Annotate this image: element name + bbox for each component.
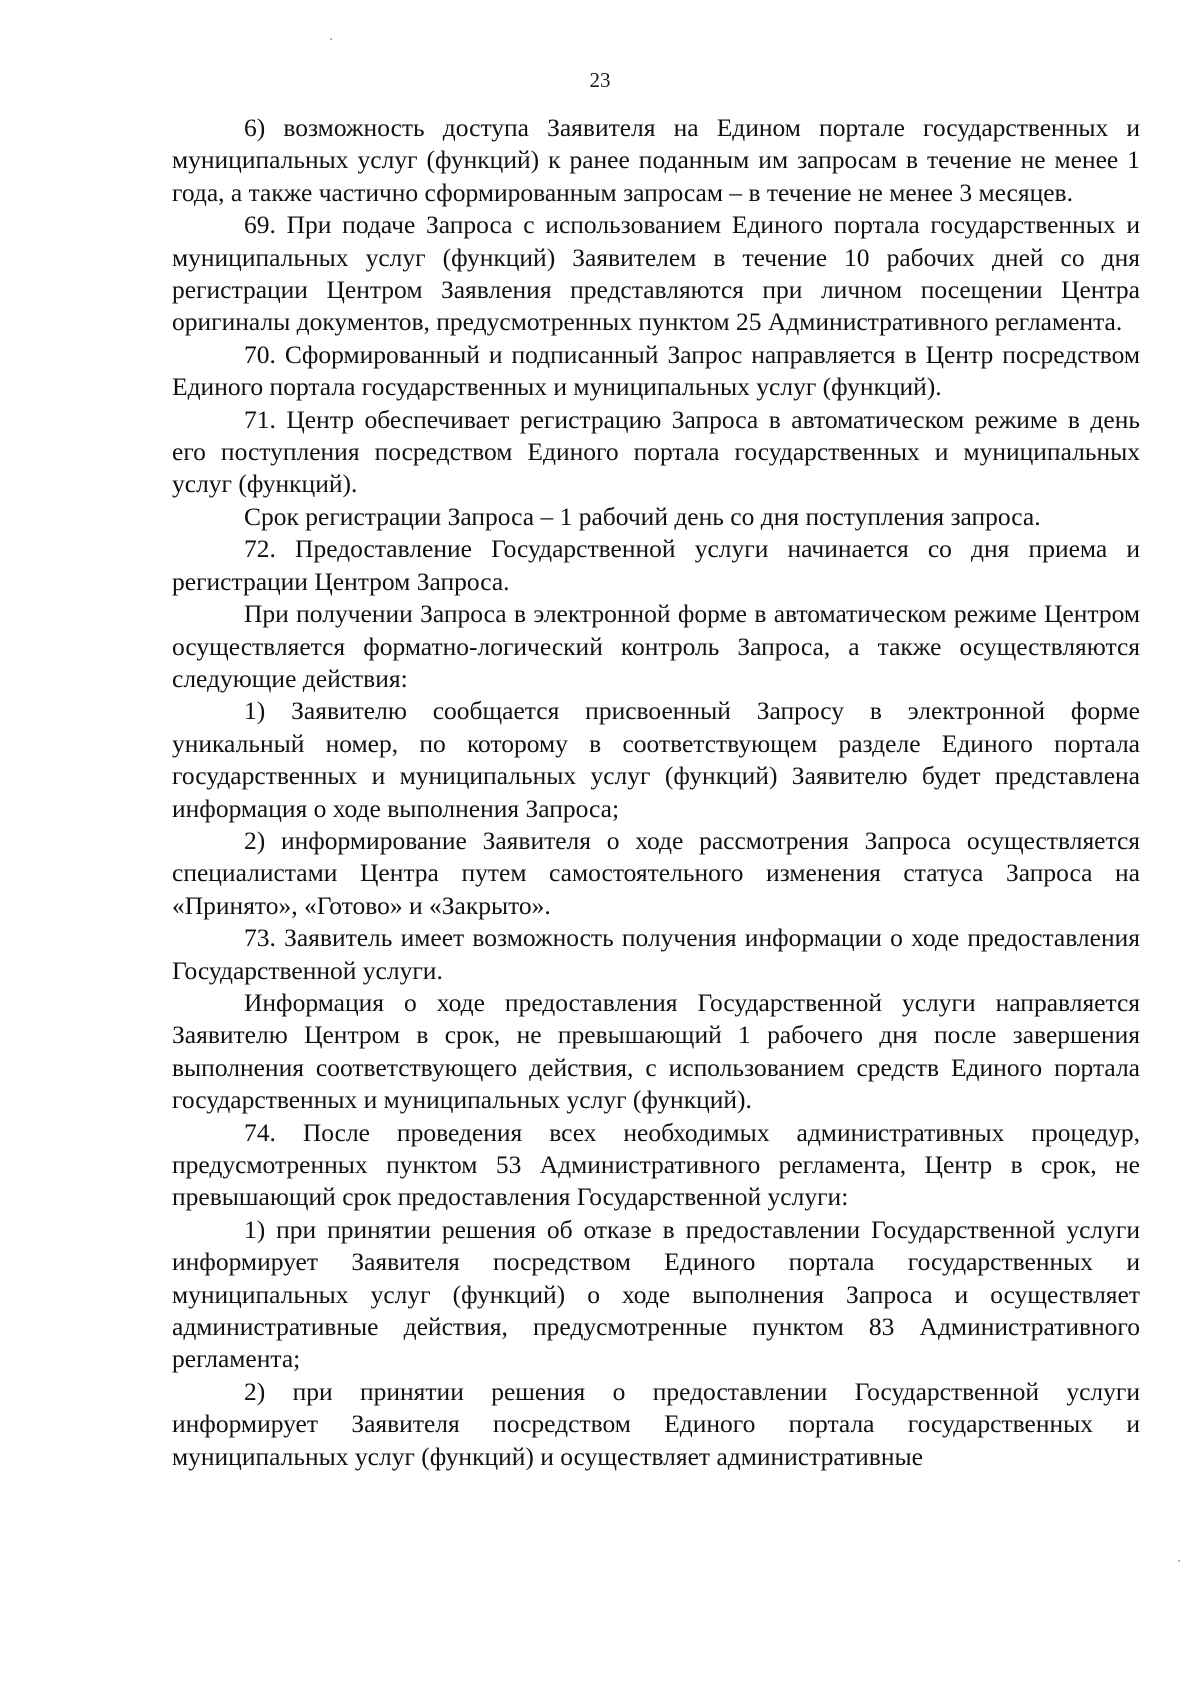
page-number: 23 — [589, 68, 611, 92]
paragraph-information: Информация о ходе предоставления Государственной услуги направляется Заявителю Центром в срок, не превышающий 1 рабочего дня после завершения выполнения соответствующего действия, с использованием средств Единого портала государственных и муниципальных услуг (функций). — [172, 987, 1140, 1115]
paragraph-action-2: 2) информирование Заявителя о ходе рассмотрения Запроса осуществляется специалистами Центра путем самостоятельного изменения статуса Запроса на «Принято», «Готово» и «Закрыто». — [172, 825, 1140, 920]
scan-speck — [330, 38, 332, 40]
paragraph-74-item-2: 2) при принятии решения о предоставлении Государственной услуги информирует Заявителя посредством Единого портала государственных и муниципальных услуг (функций) и осуществляет административные — [172, 1376, 1140, 1471]
paragraph-69: 69. При подаче Запроса с использованием Единого портала государственных и муниципальных услуг (функций) Заявителем в течение 10 рабочих дней со дня регистрации Центром Заявления представляются при личном посещении Центра оригиналы документов, предусмотренных пунктом 25 Административного регламента. — [172, 210, 1140, 337]
paragraph-73: 73. Заявитель имеет возможность получения информации о ходе предоставления Государственной услуги. — [172, 923, 1140, 985]
paragraph-74: 74. После проведения всех необходимых административных процедур, предусмотренных пунктом 53 Административного регламента, Центр в срок, не превышающий срок предоставления Государственной услуги: — [172, 1117, 1140, 1212]
paragraph-70: 70. Сформированный и подписанный Запрос направляется в Центр посредством Единого портала государственных и муниципальных услуг (функций). — [172, 339, 1140, 402]
paragraph-74-item-1: 1) при принятии решения об отказе в предоставлении Государственной услуги информирует Заявителя посредством Единого портала государственных и муниципальных услуг (функций) о ходе выполнения Запроса и осуществляет административные действия, предусмотренные пунктом 83 Административного регламента; — [172, 1214, 1140, 1374]
paragraph-item-6: 6) возможность доступа Заявителя на Едином портале государственных и муниципальных услуг (функций) к ранее поданным им запросам в течение не менее 1 года, а также частично сформированным запросам – в течение не менее 3 месяцев. — [172, 113, 1140, 207]
paragraph-electronic-request: При получении Запроса в электронной форме в автоматическом режиме Центром осуществляется форматно-логический контроль Запроса, а также осуществляются следующие действия: — [172, 599, 1140, 693]
paragraph-action-1: 1) Заявителю сообщается присвоенный Запросу в электронной форме уникальный номер, по которому в соответствующем разделе Единого портала государственных и муниципальных услуг (функций) Заявителю будет представлена информация о ходе выполнения Запроса; — [172, 696, 1140, 823]
paragraph-72: 72. Предоставление Государственной услуги начинается со дня приема и регистрации Центром Запроса. — [172, 534, 1140, 596]
paragraph-registration-term: Срок регистрации Запроса – 1 рабочий день со дня поступления запроса. — [244, 501, 1041, 531]
document-body — [172, 112, 1140, 1473]
paragraph-71: 71. Центр обеспечивает регистрацию Запроса в автоматическом режиме в день его поступления посредством Единого портала государственных и муниципальных услуг (функций). — [172, 404, 1140, 499]
scan-speck — [1178, 1560, 1180, 1562]
